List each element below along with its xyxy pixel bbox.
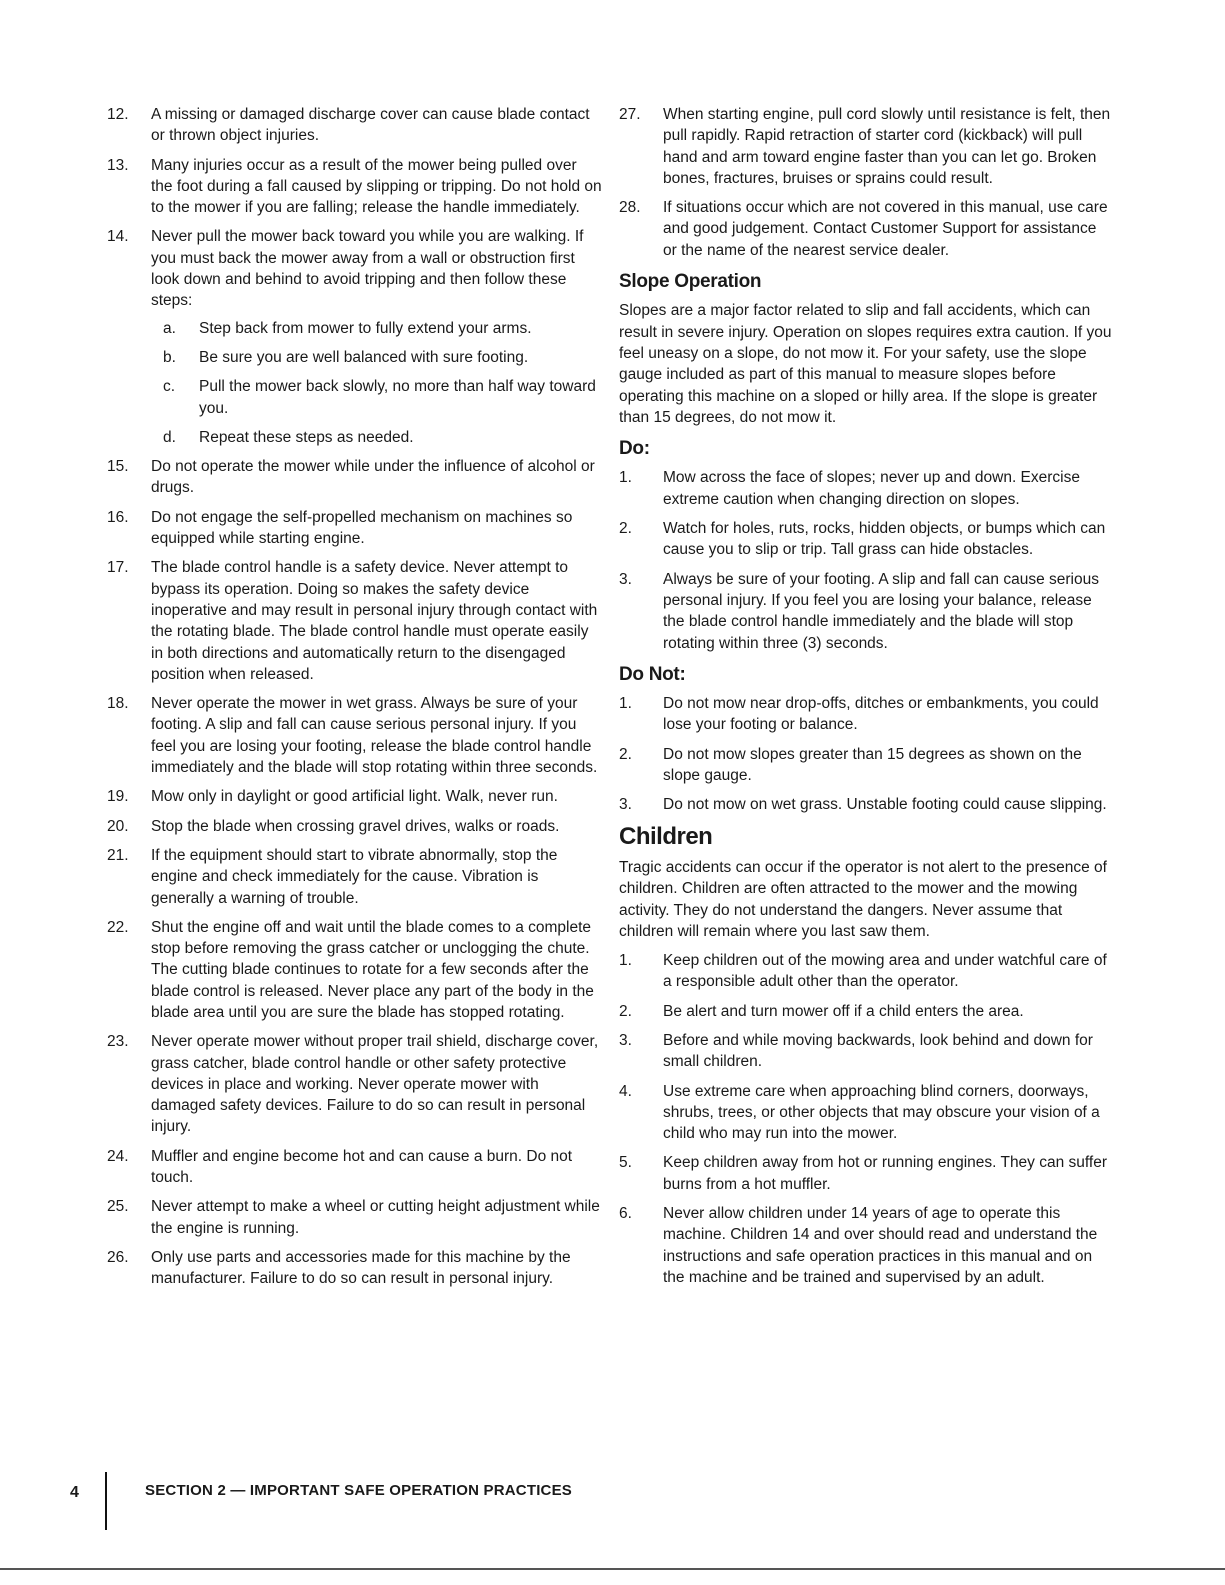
- item-number: 13.: [107, 156, 129, 174]
- step-item: [163, 427, 602, 448]
- item-number: 1.: [619, 469, 632, 487]
- list-item: [107, 456, 602, 499]
- item-text: Never attempt to make a wheel or cutting height adjustment while the engine is running.: [151, 1198, 600, 1237]
- item-number: 1.: [619, 695, 632, 713]
- list-item: [107, 693, 602, 778]
- list-item: [107, 917, 602, 1023]
- do-heading: Do:: [619, 438, 650, 460]
- item-number: 19.: [107, 788, 129, 806]
- item-number: 15.: [107, 458, 129, 476]
- item-number: 3.: [619, 796, 632, 814]
- list-item: [107, 1146, 602, 1189]
- step-text: Pull the mower back slowly, no more than half way toward you.: [199, 378, 596, 417]
- item-number: 2.: [619, 520, 632, 538]
- steps-list: [107, 318, 602, 448]
- children-heading: Children: [619, 822, 713, 850]
- item-number: 3.: [619, 570, 632, 588]
- item-text: Do not mow near drop-offs, ditches or embankments, you could lose your footing or balance.: [663, 695, 1099, 734]
- list-item: [107, 1247, 602, 1290]
- item-text: Keep children out of the mowing area and under watchful care of a responsible adult other than the operator.: [663, 952, 1107, 991]
- item-text: Do not operate the mower while under the influence of alcohol or drugs.: [151, 458, 595, 497]
- item-number: 2.: [619, 745, 632, 763]
- item-text: Many injuries occur as a result of the mower being pulled over the foot during a fall caused by slipping or tripping. Do not hold on to the mower if you are falling; release the handle immediately.: [151, 156, 602, 217]
- item-text: Do not engage the self-propelled mechanism on machines so equipped while starting engine.: [151, 508, 573, 548]
- page-footer: [70, 1478, 573, 1508]
- item-text: Mow only in daylight or good artificial light. Walk, never run.: [151, 788, 558, 806]
- section-title: SECTION 2 — IMPORTANT SAFE OPERATION PRACTICES: [145, 1482, 573, 1499]
- item-number: 5.: [619, 1154, 632, 1172]
- do-not-heading: Do Not:: [619, 663, 686, 685]
- list-item: [619, 1001, 1114, 1022]
- item-text: The blade control handle is a safety device. Never attempt to bypass its operation. Doing so makes the safety device inoperative and may result in personal injury through contact with the rotating blade. The blade control handle must operate easily in both directions and automatically return to the disengaged position when released.: [151, 559, 598, 683]
- list-item: [107, 816, 602, 837]
- list-item: [619, 744, 1114, 787]
- item-text: If the equipment should start to vibrate abnormally, stop the engine and check immediately for the cause. Vibration is generally a warning of trouble.: [151, 846, 558, 907]
- list-item: [107, 507, 602, 550]
- item-number: 4.: [619, 1082, 632, 1100]
- item-number: 26.: [107, 1248, 129, 1266]
- list-item: [619, 518, 1114, 561]
- item-text: Stop the blade when crossing gravel drives, walks or roads.: [151, 817, 560, 835]
- list-item: [619, 794, 1114, 815]
- step-letter: b.: [163, 348, 176, 366]
- item-text: Never allow children under 14 years of age to operate this machine. Children 14 and over should read and understand the instructions and safe operation practices in this manual and on the machine and be trained and supervised by an adult.: [663, 1205, 1098, 1286]
- list-item: [107, 104, 602, 147]
- item-text: Never pull the mower back toward you while you are walking. If you must back the mower away from a wall or obstruction first look down and behind to avoid tripping and then follow these steps:: [151, 228, 584, 310]
- item-text: Do not mow on wet grass. Unstable footing could cause slipping.: [663, 796, 1107, 814]
- item-number: 16.: [107, 508, 129, 526]
- step-letter: a.: [163, 319, 176, 337]
- list-item: [619, 950, 1114, 993]
- list-item: [619, 1152, 1114, 1195]
- item-number: 25.: [107, 1198, 129, 1216]
- item-number: 22.: [107, 918, 129, 936]
- item-text: Never operate the mower in wet grass. Always be sure of your footing. A slip and fall can cause serious personal injury. If you feel you are losing your footing, release the blade control handle immediately and the blade will stop rotating within three seconds.: [151, 695, 598, 777]
- item-number: 3.: [619, 1031, 632, 1049]
- list-item: [107, 1031, 602, 1137]
- item-number: 23.: [107, 1033, 129, 1051]
- list-item: [107, 1196, 602, 1239]
- list-item: [107, 226, 602, 311]
- list-item: [107, 845, 602, 909]
- list-item: [619, 1030, 1114, 1073]
- list-item: [107, 786, 602, 807]
- item-number: 18.: [107, 695, 129, 713]
- item-text: Only use parts and accessories made for this machine by the manufacturer. Failure to do so can result in personal injury.: [151, 1248, 571, 1288]
- step-item: [163, 376, 602, 419]
- item-number: 12.: [107, 106, 129, 123]
- item-number: 14.: [107, 228, 129, 246]
- item-number: 24.: [107, 1147, 129, 1165]
- item-text: Always be sure of your footing. A slip and fall can cause serious personal injury. If you feel you are losing your balance, release the blade control handle immediately and the blade will stop rotating within three (3) seconds.: [663, 570, 1099, 652]
- list-item: [619, 1203, 1114, 1288]
- children-intro: Tragic accidents can occur if the operator is not alert to the presence of children. Children are often attracted to the mower and the mowing activity. They do not understand the dangers. Never assume that children will remain where you last saw them.: [619, 858, 1107, 940]
- bottom-rule: [0, 1568, 1225, 1570]
- slope-intro: Slopes are a major factor related to slip and fall accidents, which can result in severe injury. Operation on slopes requires extra caution. If you feel uneasy on a slope, do not mow it. For your safety, use the slope gauge included as part of this manual to measure slopes before operating this machine on a sloped or hilly area. If the slope is greater than 15 degrees, do not mow it.: [619, 302, 1112, 426]
- step-text: Be sure you are well balanced with sure footing.: [199, 348, 529, 366]
- item-text: If situations occur which are not covered in this manual, use care and good judgement. Contact Customer Support for assistance or the name of the nearest service dealer.: [663, 199, 1108, 259]
- item-number: 28.: [619, 199, 641, 217]
- item-text: Keep children away from hot or running engines. They can suffer burns from a hot muffler.: [663, 1154, 1108, 1193]
- item-number: 20.: [107, 817, 129, 835]
- item-number: 6.: [619, 1205, 632, 1223]
- step-item: [163, 318, 602, 339]
- step-text: Repeat these steps as needed.: [199, 428, 414, 446]
- item-text: When starting engine, pull cord slowly until resistance is felt, then pull rapidly. Rapid retraction of starter cord (kickback) will pull hand and arm toward engine faster than you can let go. Broken bones, fractures, bruises or sprains could result.: [663, 106, 1111, 187]
- step-letter: c.: [163, 378, 176, 396]
- item-text: Mow across the face of slopes; never up and down. Exercise extreme caution when changing direction on slopes.: [663, 469, 1080, 508]
- item-number: 27.: [619, 106, 641, 123]
- step-text: Step back from mower to fully extend your arms.: [199, 319, 532, 337]
- list-item: [619, 467, 1114, 510]
- list-item: [619, 1081, 1114, 1145]
- item-number: 17.: [107, 559, 129, 577]
- item-text: Be alert and turn mower off if a child enters the area.: [663, 1002, 1024, 1020]
- item-text: Do not mow slopes greater than 15 degrees as shown on the slope gauge.: [663, 745, 1082, 785]
- page-number: 4: [70, 1484, 79, 1501]
- list-item: [619, 693, 1114, 736]
- item-number: 1.: [619, 952, 632, 970]
- item-text: Muffler and engine become hot and can cause a burn. Do not touch.: [151, 1147, 573, 1187]
- step-item: [163, 347, 602, 368]
- right-column: [619, 104, 1114, 1296]
- list-item: [619, 569, 1114, 654]
- list-item: [107, 155, 602, 219]
- list-item: [107, 557, 602, 685]
- item-text: Shut the engine off and wait until the blade comes to a complete stop before removing the grass catcher or unclogging the chute. The cutting blade continues to rotate for a few seconds after the blade control is released. Never place any part of the body in the blade area until you are sure the blade has stopped rotating.: [151, 918, 594, 1021]
- item-text: Never operate mower without proper trail shield, discharge cover, grass catcher, blade control handle or other safety protective devices in place and working. Never operate mower with damaged safety devices. Failure to do so can result in personal injury.: [151, 1033, 599, 1136]
- slope-operation-heading: Slope Operation: [619, 271, 762, 293]
- item-number: 2.: [619, 1002, 632, 1020]
- footer-divider: [105, 1472, 107, 1530]
- item-number: 21.: [107, 846, 129, 864]
- list-item: [619, 104, 1114, 189]
- step-letter: d.: [163, 428, 176, 446]
- list-item: [619, 197, 1114, 261]
- item-text: Before and while moving backwards, look behind and down for small children.: [663, 1031, 1093, 1071]
- item-text: Watch for holes, ruts, rocks, hidden objects, or bumps which can cause you to slip or trip. Tall grass can hide obstacles.: [663, 520, 1106, 559]
- item-text: Use extreme care when approaching blind corners, doorways, shrubs, trees, or other objects that may obscure your vision of a child who may run into the mower.: [663, 1082, 1100, 1143]
- left-column: [107, 104, 602, 1298]
- item-text: A missing or damaged discharge cover can cause blade contact or thrown object injuries.: [151, 106, 590, 145]
